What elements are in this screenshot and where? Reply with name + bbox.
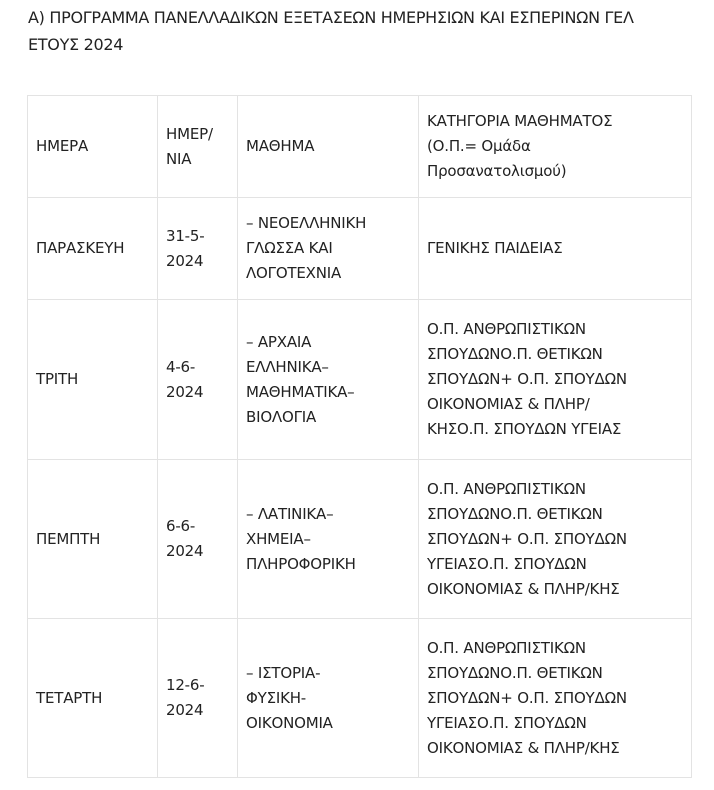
table-header-row: [28, 96, 692, 198]
table-row: [28, 300, 692, 460]
header-category: ΚΑΤΗΓΟΡΙΑ ΜΑΘΗΜΑΤΟΣ (Ο.Π.= Ομάδα Προσανατολισμού): [419, 96, 692, 198]
cell-day: ΤΡΙΤΗ: [28, 300, 158, 460]
cell-day: ΠΑΡΑΣΚΕΥΗ: [28, 198, 158, 300]
cell-subject: – ΑΡΧΑΙΑ ΕΛΛΗΝΙΚΑ– ΜΑΘΗΜΑΤΙΚΑ– ΒΙΟΛΟΓΙΑ: [238, 300, 419, 460]
table-row: [28, 460, 692, 619]
table-row: [28, 619, 692, 778]
header-day: ΗΜΕΡΑ: [28, 96, 158, 198]
header-subject: ΜΑΘΗΜΑ: [238, 96, 419, 198]
exam-schedule-table: [27, 95, 692, 778]
table-row: [28, 198, 692, 300]
cell-category: ΓΕΝΙΚΗΣ ΠΑΙΔΕΙΑΣ: [419, 198, 692, 300]
cell-subject: – ΛΑΤΙΝΙΚΑ– ΧΗΜΕΙΑ– ΠΛΗΡΟΦΟΡΙΚΗ: [238, 460, 419, 619]
cell-date: 12-6- 2024: [158, 619, 238, 778]
header-date: ΗΜΕΡ/ ΝΙΑ: [158, 96, 238, 198]
cell-subject: – ΝΕΟΕΛΛΗΝΙΚΗ ΓΛΩΣΣΑ ΚΑΙ ΛΟΓΟΤΕΧΝΙΑ: [238, 198, 419, 300]
cell-day: ΤΕΤΑΡΤΗ: [28, 619, 158, 778]
cell-date: 31-5- 2024: [158, 198, 238, 300]
cell-category: Ο.Π. ΑΝΘΡΩΠΙΣΤΙΚΩΝ ΣΠΟΥΔΩΝΟ.Π. ΘΕΤΙΚΩΝ ΣΠΟΥΔΩΝ+ Ο.Π. ΣΠΟΥΔΩΝ ΟΙΚΟΝΟΜΙΑΣ & ΠΛΗΡ/ ΚΗΣΟ.Π. ΣΠΟΥΔΩΝ ΥΓΕΙΑΣ: [419, 300, 692, 460]
cell-category: Ο.Π. ΑΝΘΡΩΠΙΣΤΙΚΩΝ ΣΠΟΥΔΩΝΟ.Π. ΘΕΤΙΚΩΝ ΣΠΟΥΔΩΝ+ Ο.Π. ΣΠΟΥΔΩΝ ΥΓΕΙΑΣΟ.Π. ΣΠΟΥΔΩΝ ΟΙΚΟΝΟΜΙΑΣ & ΠΛΗΡ/ΚΗΣ: [419, 460, 692, 619]
page-title: Α) ΠΡΟΓΡΑΜΜΑ ΠΑΝΕΛΛΑΔΙΚΩΝ ΕΞΕΤΑΣΕΩΝ ΗΜΕΡΗΣΙΩΝ ΚΑΙ ΕΣΠΕΡΙΝΩΝ ΓΕΛ ΕΤΟΥΣ 2024: [28, 8, 634, 54]
cell-day: ΠΕΜΠΤΗ: [28, 460, 158, 619]
cell-subject: – ΙΣΤΟΡΙΑ- ΦΥΣΙΚΗ- ΟΙΚΟΝΟΜΙΑ: [238, 619, 419, 778]
cell-date: 4-6- 2024: [158, 300, 238, 460]
cell-date: 6-6- 2024: [158, 460, 238, 619]
cell-category: Ο.Π. ΑΝΘΡΩΠΙΣΤΙΚΩΝ ΣΠΟΥΔΩΝΟ.Π. ΘΕΤΙΚΩΝ ΣΠΟΥΔΩΝ+ Ο.Π. ΣΠΟΥΔΩΝ ΥΓΕΙΑΣΟ.Π. ΣΠΟΥΔΩΝ ΟΙΚΟΝΟΜΙΑΣ & ΠΛΗΡ/ΚΗΣ: [419, 619, 692, 778]
